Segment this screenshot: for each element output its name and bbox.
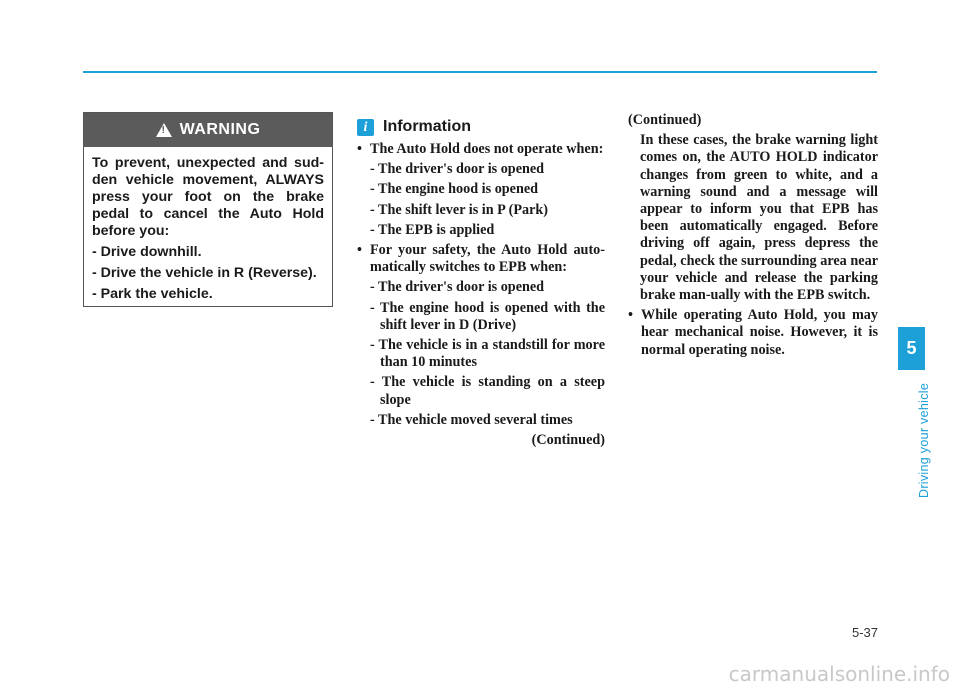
warning-header <box>84 113 332 147</box>
sub-item: - The vehicle is in a standstill for more than 10 minutes <box>370 337 605 371</box>
warning-item: - Park the vehicle. <box>92 286 213 302</box>
sub-list <box>357 279 605 429</box>
information-title: Information <box>383 118 471 135</box>
sub-list <box>357 161 605 239</box>
info-icon: i <box>357 119 374 136</box>
warning-box <box>83 112 333 307</box>
chapter-tab: 5 <box>898 327 925 370</box>
warning-item: - Drive the vehicle in R (Reverse). <box>92 265 317 281</box>
warning-item: - Drive downhill. <box>92 244 202 260</box>
bullet-item: • While operating Auto Hold, you may hear mechanical noise. However, it is normal operating noise. <box>628 307 878 359</box>
top-rule <box>83 71 877 73</box>
sub-item: - The engine hood is opened <box>370 181 539 198</box>
page-number: 5-37 <box>851 625 878 640</box>
sub-item: - The driver's door is opened <box>370 279 545 296</box>
chapter-label <box>903 380 931 500</box>
continued-column <box>628 112 878 359</box>
sub-item: - The driver's door is opened <box>370 161 545 178</box>
warning-body <box>84 147 332 303</box>
warning-lead: To prevent, unexpected and sud-den vehicle movement, ALWAYS press your foot on the brake pedal to cancel the Auto Hold before you: <box>92 155 324 239</box>
warning-triangle-icon <box>156 123 172 137</box>
sub-item: - The vehicle moved several times <box>370 411 573 428</box>
sub-item: - The vehicle is standing on a steep slope <box>370 374 605 408</box>
continued-label: (Continued) <box>628 112 702 128</box>
bullet-item: • The Auto Hold does not operate when: <box>357 141 605 158</box>
watermark: carmanualsonline.info <box>728 662 950 686</box>
warning-title: WARNING <box>179 121 261 138</box>
information-header <box>357 116 605 138</box>
sub-item: - The shift lever is in P (Park) <box>370 201 548 218</box>
sub-item: - The EPB is applied <box>370 221 495 238</box>
sub-item: - The engine hood is opened with the shift lever in D (Drive) <box>370 299 605 333</box>
continued-paragraph: In these cases, the brake warning light comes on, the AUTO HOLD indicator changes from green to white, and a warning sound and a message will appear to inform you that EPB has been automatically engaged. Before driving off again, press depress the pedal, check the surrounding area near your vehicle and release the parking brake man-ually with the EPB switch. <box>640 132 878 304</box>
information-column <box>357 116 605 449</box>
continued-label: (Continued) <box>531 432 605 449</box>
chapter-label-text: Driving your vehicle <box>917 382 931 498</box>
bullet-item: • For your safety, the Auto Hold auto-matically switches to EPB when: <box>357 242 605 276</box>
